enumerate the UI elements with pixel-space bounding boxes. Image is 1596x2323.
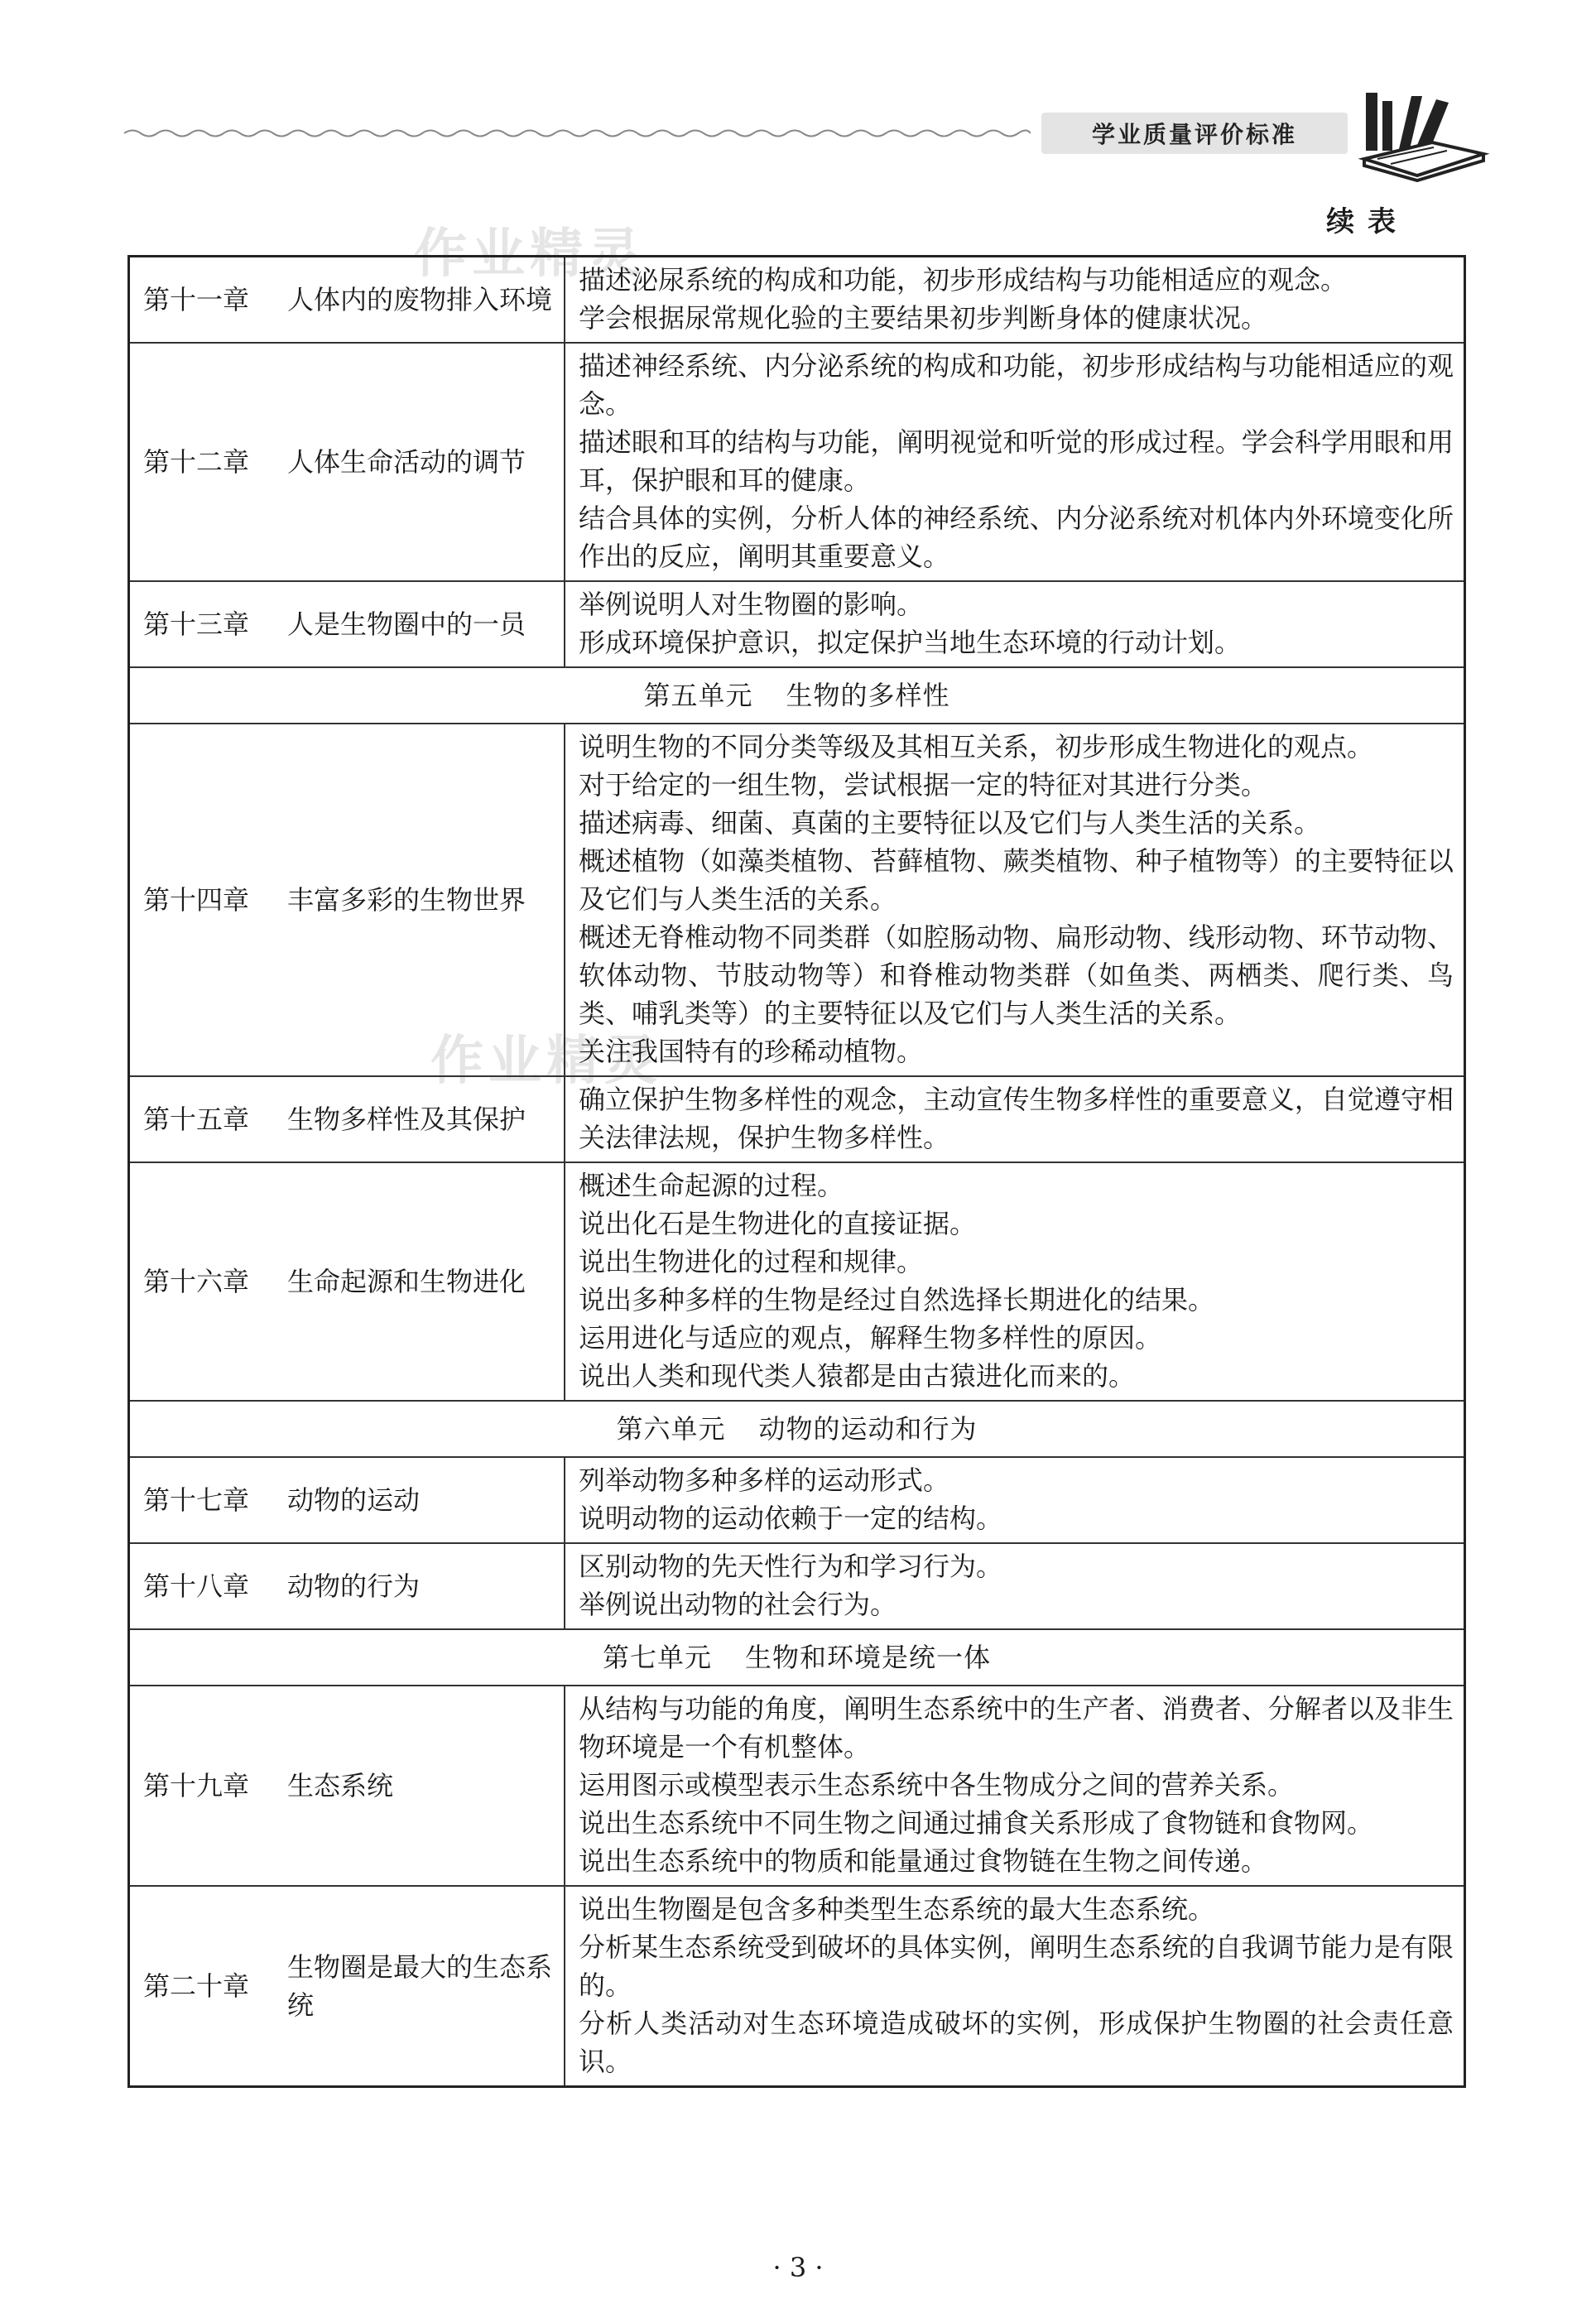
unit-number: 第五单元 (643, 680, 753, 711)
chapter-number: 第十七章 (143, 1484, 250, 1516)
requirement-item: 运用图示或模型表示生态系统中各生物成分之间的营养关系。 (579, 1769, 1295, 1801)
requirement-item: 说明动物的运动依赖于一定的结构。 (579, 1503, 1003, 1534)
chapter-title: 丰富多彩的生物世界 (287, 884, 526, 916)
table-row (129, 1457, 1465, 1543)
requirement-item: 举例说出动物的社会行为。 (579, 1589, 897, 1620)
requirement-item: 分析某生态系统受到破坏的具体实例，阐明生态系统的自我调节能力是有限的。 (579, 1931, 1454, 2001)
requirement-item: 结合具体的实例，分析人体的神经系统、内分泌系统对机体内外环境变化所作出的反应，阐明其重要意义。 (579, 503, 1454, 572)
requirement-item: 说出人类和现代类人猿都是由古猿进化而来的。 (579, 1360, 1136, 1392)
requirements-cell (565, 1162, 1465, 1401)
requirements-cell (565, 581, 1465, 667)
chapter-title: 生物多样性及其保护 (287, 1104, 526, 1135)
table-row (129, 257, 1465, 344)
unit-heading (129, 1629, 1465, 1686)
requirement-item: 说出生态系统中的物质和能量通过食物链在生物之间传递。 (579, 1845, 1268, 1877)
chapter-number: 第十三章 (143, 608, 250, 640)
requirement-item: 说出多种多样的生物是经过自然选择长期进化的结果。 (579, 1284, 1215, 1315)
chapter-title: 人体内的废物排入环境 (287, 284, 553, 315)
unit-row (129, 667, 1465, 724)
requirement-item: 分析人类活动对生态环境造成破坏的实例，形成保护生物圈的社会责任意识。 (579, 2008, 1454, 2077)
table-row (129, 1076, 1465, 1162)
requirement-item: 关注我国特有的珍稀动植物。 (579, 1036, 924, 1067)
unit-title: 生物的多样性 (786, 680, 950, 711)
chapter-wrap (143, 1262, 564, 1301)
chapter-cell (129, 343, 565, 581)
chapter-number: 第十四章 (143, 884, 250, 916)
table-row (129, 581, 1465, 667)
chapter-title: 人体生命活动的调节 (287, 446, 526, 478)
watermark-middle: 作业精灵 (430, 1031, 662, 1092)
unit-heading (129, 1401, 1465, 1457)
requirements-cell (565, 257, 1465, 344)
chapter-wrap (143, 881, 564, 919)
requirement-item: 说出生物圈是包含多种类型生态系统的最大生态系统。 (579, 1893, 1215, 1925)
requirement-item: 运用进化与适应的观点，解释生物多样性的原因。 (579, 1322, 1162, 1354)
requirements-cell (565, 724, 1465, 1076)
unit-number: 第七单元 (602, 1642, 712, 1673)
requirement-item: 概述植物（如藻类植物、苔藓植物、蕨类植物、种子植物等）的主要特征以及它们与人类生活的关系。 (579, 845, 1454, 915)
table-row (129, 1162, 1465, 1401)
watermark-top: 作业精灵 (414, 224, 646, 285)
chapter-cell (129, 1076, 565, 1162)
chapter-wrap (143, 1481, 564, 1519)
chapter-title: 人是生物圈中的一员 (287, 608, 526, 640)
table-row (129, 343, 1465, 581)
chapter-cell (129, 1162, 565, 1401)
chapter-cell (129, 1543, 565, 1629)
table-row (129, 1886, 1465, 2087)
chapter-cell (129, 257, 565, 344)
chapter-number: 第十一章 (143, 284, 250, 315)
unit-row (129, 1401, 1465, 1457)
header-badge: 学业质量评价标准 (1041, 113, 1348, 154)
chapter-wrap (143, 1767, 564, 1805)
chapter-title: 动物的行为 (287, 1570, 421, 1602)
requirement-item: 区别动物的先天性行为和学习行为。 (579, 1551, 1003, 1582)
requirements-cell (565, 1886, 1465, 2087)
chapter-title: 动物的运动 (287, 1484, 421, 1516)
requirements-cell (565, 1457, 1465, 1543)
requirement-item: 描述泌尿系统的构成和功能，初步形成结构与功能相适应的观念。 (579, 264, 1348, 296)
chapter-wrap (143, 1100, 564, 1138)
chapter-cell (129, 1457, 565, 1543)
requirement-item: 描述病毒、细菌、真菌的主要特征以及它们与人类生活的关系。 (579, 807, 1321, 839)
requirement-item: 形成环境保护意识，拟定保护当地生态环境的行动计划。 (579, 627, 1242, 658)
table-row (129, 724, 1465, 1076)
unit-row (129, 1629, 1465, 1686)
requirement-item: 说出化石是生物进化的直接证据。 (579, 1208, 977, 1239)
requirements-cell (565, 1543, 1465, 1629)
chapter-title: 生物圈是最大的生态系统 (287, 1951, 553, 2021)
chapter-wrap (143, 1567, 564, 1605)
unit-title: 动物的运动和行为 (758, 1413, 978, 1445)
chapter-number: 第十二章 (143, 446, 250, 478)
header-decorative-line (124, 124, 1031, 142)
chapter-number: 第二十章 (143, 1970, 250, 2002)
continued-table-label: 续 表 (1326, 205, 1397, 238)
chapter-wrap (143, 1948, 564, 2024)
requirement-item: 描述神经系统、内分泌系统的构成和功能，初步形成结构与功能相适应的观念。 (579, 350, 1454, 420)
chapter-cell (129, 581, 565, 667)
chapter-wrap (143, 443, 564, 481)
chapter-number: 第十九章 (143, 1770, 250, 1801)
requirement-item: 举例说明人对生物圈的影响。 (579, 589, 924, 620)
requirement-item: 说出生态系统中不同生物之间通过捕食关系形成了食物链和食物网。 (579, 1807, 1374, 1839)
requirements-cell (565, 343, 1465, 581)
requirement-item: 学会根据尿常规化验的主要结果初步判断身体的健康状况。 (579, 302, 1268, 334)
unit-heading (129, 667, 1465, 724)
chapter-number: 第十五章 (143, 1104, 250, 1135)
unit-number: 第六单元 (616, 1413, 726, 1445)
requirements-cell (565, 1076, 1465, 1162)
chapter-title: 生命起源和生物进化 (287, 1266, 526, 1297)
unit-title: 生物和环境是统一体 (745, 1642, 992, 1673)
requirement-item: 列举动物多种多样的运动形式。 (579, 1464, 950, 1496)
requirement-item: 从结构与功能的角度，阐明生态系统中的生产者、消费者、分解者以及非生物环境是一个有机整体。 (579, 1693, 1454, 1763)
book-logo-icon (1358, 83, 1490, 182)
table-row (129, 1543, 1465, 1629)
table-row (129, 1686, 1465, 1886)
requirements-cell (565, 1686, 1465, 1886)
chapter-cell (129, 1886, 565, 2087)
chapter-wrap (143, 281, 564, 319)
chapter-cell (129, 724, 565, 1076)
requirement-item: 说出生物进化的过程和规律。 (579, 1246, 924, 1277)
requirement-item: 概述生命起源的过程。 (579, 1170, 844, 1201)
requirement-item: 说明生物的不同分类等级及其相互关系，初步形成生物进化的观点。 (579, 731, 1374, 762)
standards-table (127, 255, 1466, 2088)
chapter-title: 生态系统 (287, 1770, 394, 1801)
chapter-number: 第十六章 (143, 1266, 250, 1297)
requirement-item: 对于给定的一组生物，尝试根据一定的特征对其进行分类。 (579, 769, 1268, 801)
requirement-item: 确立保护生物多样性的观念，主动宣传生物多样性的重要意义，自觉遵守相关法律法规，保护生物多样性。 (579, 1084, 1454, 1153)
requirement-item: 描述眼和耳的结构与功能，阐明视觉和听觉的形成过程。学会科学用眼和用耳，保护眼和耳的健康。 (579, 426, 1454, 496)
requirement-item: 概述无脊椎动物不同类群（如腔肠动物、扁形动物、线形动物、环节动物、软体动物、节肢动物等）和脊椎动物类群（如鱼类、两栖类、爬行类、鸟类、哺乳类等）的主要特征以及它们与人类生活的关系。 (579, 921, 1454, 1029)
chapter-wrap (143, 605, 564, 643)
chapter-number: 第十八章 (143, 1570, 250, 1602)
chapter-cell (129, 1686, 565, 1886)
page-number: · 3 · (772, 2252, 824, 2283)
